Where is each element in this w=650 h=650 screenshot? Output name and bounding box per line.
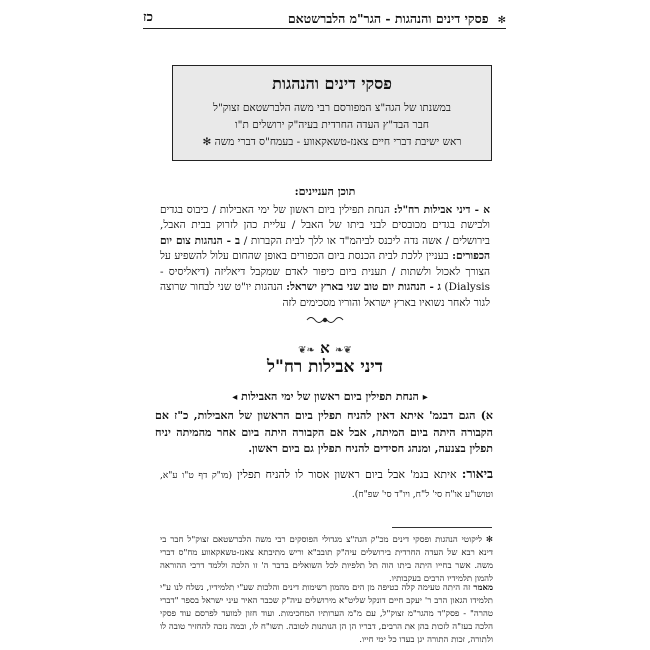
article-title: פסקי דינים והנהגות <box>272 74 392 93</box>
subheading <box>210 390 450 403</box>
footnote-2 <box>160 582 493 647</box>
subheading-text: הנחת תפילין ביום ראשון של ימי האבילות <box>241 390 419 403</box>
explanation-text: איתא בגמ' אבל ביום ראשון אסור לו להניח תפלין <box>237 468 457 481</box>
footnote-2-text: זה היתה טעימה קלה כטיפה מן הים מהמון רשימות דינים והלכות שע"י תלמידיו, נשלח לנו ע"י תלמידו הגאון הרב ר' יעקב חיים דונקל שליט"א מירושלים עיה"ק שכבר האיר עיני ישראל בספר "דברי טהרה" - פסק"ד מהגר"מ זצוק"ל, עם מ"מ הערותיו המחכימות. ועוד חזון למועד לפרסם עוד פסקי הלכה בעז"ה לזכות בהן את הרבים, דבריו הן הן הנותנות לטובה. תשו"ח לו, ובמה נזכה להחזיר טובה לו ולתורה, זכות התורה יגן בעדו כל ימי חייו. <box>160 583 493 645</box>
explanation-label: ביאור: <box>461 466 493 481</box>
section-letter <box>290 339 360 358</box>
star-icon: ✻ <box>497 14 506 26</box>
title-box <box>172 65 492 161</box>
toc-a-label: א - דיני אבילות רח"ל: <box>393 203 490 216</box>
section-title: דיני אבילות רח"ל <box>267 357 383 377</box>
ornament-divider-icon <box>305 314 345 326</box>
toc-body: א - דיני אבילות רח"ל: הנחת תפילין ביום ראשון של ימי האבילות / כיבוס בגדים ולבישת בגדים מכובסים לבני ביתו של האבל / עליית כהן לזרוק בבית האבל, בירושלים / אשה נדה ליכנס לביהמ"ד או ללך לבית הקברות / ב - הנהגות צום יום הכפורים: בעניין ללכת לבית הכנסת ביום הכפורים באופן שהחום עלול להשפיע על הצורך לאכול ולשתות / תענית ביום כיפור לאדם שמקבל דיאליזה (דיאליסיס - Dialysis) ג - הנהגות יום טוב שני בארץ ישראל: הנהגות יו"ט שני לבחור שרוצה לגור לאחר נשואיו בארץ ישראל והוריו מסכימים לזה <box>160 203 490 309</box>
toc-b-label: ב - הנהגות צום יום הכפורים: <box>160 234 490 262</box>
toc-c-text: הנהגות יו"ט שני לבחור שרוצה לגור לאחר נשואיו בארץ ישראל והוריו מסכימים לזה <box>160 281 490 309</box>
explanation-paragraph <box>160 465 493 504</box>
footnote-1: ✻ ליקוטי הנהגות ופסקי דינים מכ"ק הגה"צ מגדולי הפוסקים רבי משה הלברשטאם זצוק"ל חבר בי דינא רבא של העדה החרדית בירושלים עיה"ק תובב"א וריש מתיבתא צאנז-טשאקאווע מח"ס דברי משה. אשר בחייו היתה ביתו הוה תל תלפיות לכל השואלים בדבר ה' זו הלכה וללמד דרכי ההוראה להמון תלמידיו הרבים בעקבותיו. <box>160 535 493 584</box>
running-header <box>143 6 506 29</box>
arrow-right-icon: ▸ <box>422 392 428 403</box>
footnote-divider <box>392 527 492 528</box>
ruling-paragraph: א) הגם דבגמ' איתא דאין להניח תפלין ביום הראשון של האבילות, כ"ז אם הקבורה היתה ביום המיתה, אבל אם הקבורה היתה ביום אחר מהמיתה יניח תפלין בצנעה, ומנהג חסידים להניח תפלין גם ביום ראשון. <box>155 409 493 455</box>
toc-a-text: הנחת תפילין ביום ראשון של ימי האבילות / כיבוס בגדים ולבישת בגדים מכובסים לבני ביתו של האבל / עליית כהן לזרוק בבית האבל, בירושלים / אשה נדה ליכנס לביהמ"ד או ללך לבית הקברות <box>160 203 490 247</box>
footnote-2-label: מאמר <box>473 583 494 593</box>
flourish-right-icon: ❦❧ <box>335 345 352 356</box>
toc-b-text: בעניין ללכת לבית הכנסת ביום הכפורים באופן שהחום עלול להשפיע על הצורך לאכול ולשתות / תענית ביום כיפור לאדם שמקבל דיאליזה (דיאליסיס - Dialysis) <box>160 250 490 293</box>
flourish-left-icon: ❧❦ <box>298 345 315 356</box>
arrow-left-icon: ◂ <box>232 392 238 403</box>
author-line-2: חבר הבד"ץ העדה החרדית בעיה"ק ירושלים ת"ו <box>234 119 429 131</box>
running-title: פסקי דינים והנהגות - הגר"מ הלברשטאם <box>287 10 489 26</box>
toc-c-label: ג - הנהגות יום טוב שני בארץ ישראל: <box>286 281 442 293</box>
source-citation-1: (מו"ק דף ט"ו ע"א, <box>160 471 232 481</box>
page-number: כז <box>143 10 153 25</box>
running-header-title <box>288 8 506 27</box>
section-letter-text: א <box>320 339 330 357</box>
author-line-3: ראש ישיבת דברי חיים צאנז-טשאקאווע - בעמח"ס דברי משה ✻ <box>202 136 462 148</box>
author-line-1: במשנתו של הגה"צ המפורסם רבי משה הלברשטאם זצוק"ל <box>213 102 451 114</box>
table-of-contents <box>160 184 490 311</box>
toc-heading: תוכן העניינים: <box>294 185 356 198</box>
source-citation-2: וטושו"ע או"ח סי' ל"ח, ויו"ד סי' שפ"ח). <box>351 490 493 500</box>
